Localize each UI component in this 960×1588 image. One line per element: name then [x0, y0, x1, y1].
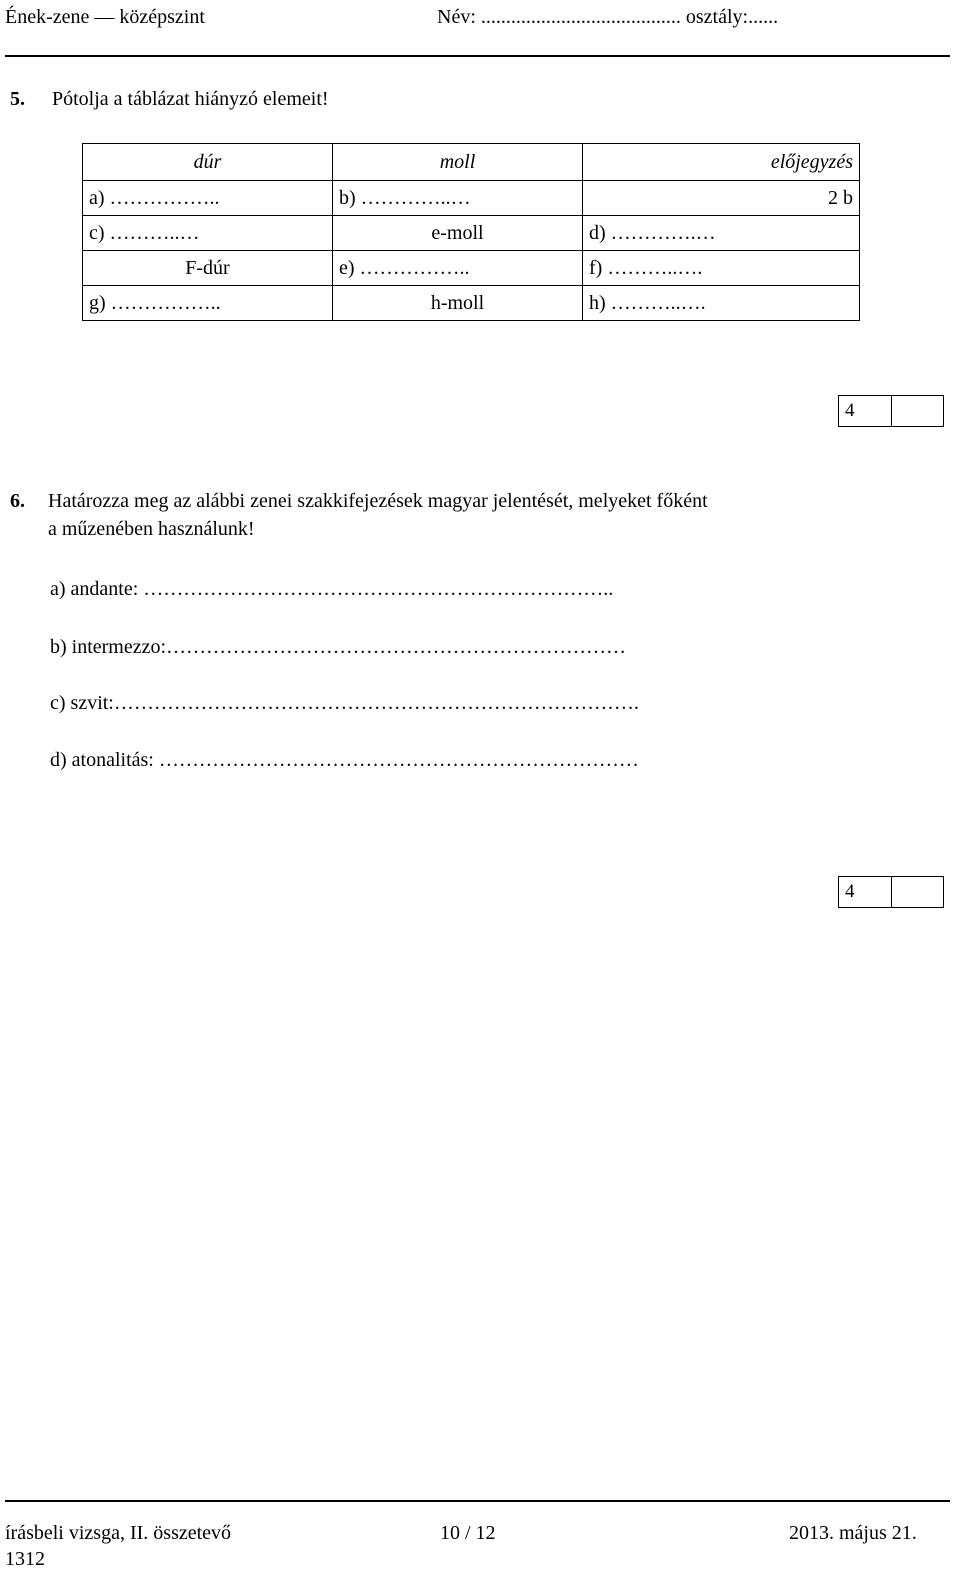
cell-d[interactable]: d) ………….…: [583, 216, 860, 251]
cell-f-dur: F-dúr: [83, 251, 333, 286]
task6-max-score: 4: [845, 881, 855, 902]
cell-h[interactable]: h) ………..….: [583, 286, 860, 321]
col-header-major: dúr: [83, 144, 333, 181]
task6-number: 6.: [10, 490, 25, 512]
table-row: [83, 216, 860, 251]
cell-e[interactable]: e) ……………..: [333, 251, 583, 286]
cell-a[interactable]: a) ……………..: [83, 181, 333, 216]
table-row: [83, 251, 860, 286]
col-header-minor: moll: [333, 144, 583, 181]
task5-number: 5.: [10, 88, 25, 110]
cell-e-moll: e-moll: [333, 216, 583, 251]
task5-score-box: [838, 395, 944, 427]
exam-date: 2013. május 21.: [789, 1522, 917, 1544]
task5-instruction: Pótolja a táblázat hiányzó elemeit!: [52, 88, 329, 110]
table-header-row: [83, 144, 860, 181]
term-szvit[interactable]: c) szvit:…………………………………………………………………….: [50, 692, 639, 714]
table-row: [83, 181, 860, 216]
col-header-key-signature: előjegyzés: [583, 144, 860, 181]
cell-2b: 2 b: [583, 181, 860, 216]
term-intermezzo[interactable]: b) intermezzo:……………………………………………………………: [50, 636, 627, 658]
table-row: [83, 286, 860, 321]
header-rule: [5, 55, 950, 57]
page-number: 10 / 12: [440, 1522, 496, 1544]
cell-c[interactable]: c) ………..…: [83, 216, 333, 251]
cell-f[interactable]: f) ………..….: [583, 251, 860, 286]
task6-score-box: [838, 876, 944, 908]
footer-exam-part: írásbeli vizsga, II. összetevő: [5, 1522, 232, 1544]
term-atonalitas[interactable]: d) atonalitás: ………………………………………………………………: [50, 749, 639, 771]
cell-h-moll: h-moll: [333, 286, 583, 321]
term-andante[interactable]: a) andante: ……………………………………………………………..: [50, 578, 614, 600]
cell-g[interactable]: g) ……………..: [83, 286, 333, 321]
exam-code: 1312: [5, 1548, 45, 1570]
task5-max-score: 4: [845, 400, 855, 421]
task6-earned-score[interactable]: [891, 877, 943, 907]
cell-b[interactable]: b) …………..…: [333, 181, 583, 216]
name-class-field: Név: ........................................ osztály:......: [437, 6, 779, 28]
page-header-subject: Ének-zene — középszint: [5, 6, 205, 28]
task6-instruction-line2: a műzenében használunk!: [48, 518, 255, 540]
key-signature-table: [82, 143, 860, 321]
task5-earned-score[interactable]: [891, 396, 943, 426]
footer-rule: [5, 1500, 950, 1502]
task6-instruction-line1: Határozza meg az alábbi zenei szakkifejezések magyar jelentését, melyeket főként: [48, 490, 708, 512]
